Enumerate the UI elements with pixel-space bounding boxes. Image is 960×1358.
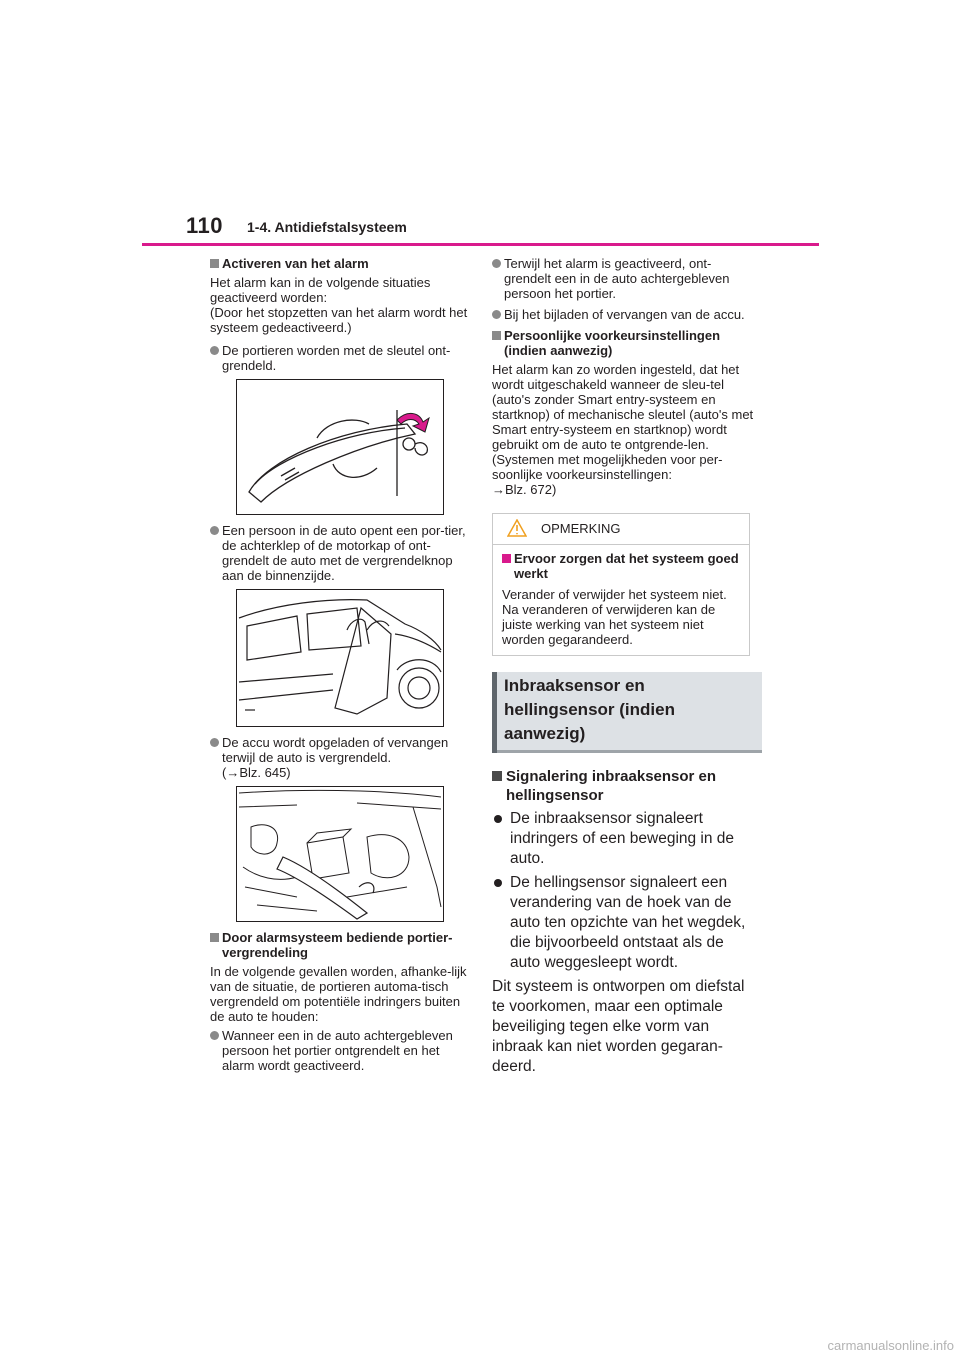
bullet-item: De inbraaksensor signaleert indringers of een beweging in de auto. <box>492 809 754 869</box>
square-bullet-icon <box>502 554 511 563</box>
figure-engine-bay-battery <box>236 786 444 922</box>
round-bullet-icon <box>210 1031 219 1040</box>
round-bullet-icon <box>494 879 502 887</box>
square-bullet-icon <box>210 259 219 268</box>
square-bullet-icon <box>492 331 501 340</box>
round-bullet-icon <box>492 310 501 319</box>
header-rule <box>142 243 819 246</box>
note-body <box>493 545 749 655</box>
note-subheading: Ervoor zorgen dat het systeem goed werkt <box>502 551 740 581</box>
closing-paragraph: Dit systeem is ontworpen om diefstal te voorkomen, maar een optimale beveiliging tegen elke vorm van inbraak kan niet worden gegaran-deerd. <box>492 978 745 1075</box>
bullet-item: Bij het bijladen of vervangen van de accu. <box>492 307 754 322</box>
right-column <box>492 256 754 1077</box>
paragraph: Het alarm kan zo worden ingesteld, dat het wordt uitgeschakeld wanneer de sleu-tel (auto's zonder Smart entry-systeem en startknop) of mechanische sleutel (auto's met Smart entry-systeem en startknop) wordt gebruikt om de auto te ontgrende-len. (Systemen met mogelijkheden voor per-soonlijke voorkeursinstellingen: →Blz. 672) <box>492 362 754 497</box>
note-text: Verander of verwijder het systeem niet. Na veranderen of verwijderen kan de juiste werking van het systeem niet worden gegarandeerd. <box>502 587 727 647</box>
subheading-voorkeursinstellingen: Persoonlijke voorkeursinstellingen (indien aanwezig) <box>492 328 754 358</box>
figure-door-handle-key <box>236 379 444 515</box>
bullet-item: De accu wordt opgeladen of vervangen terwijl de auto is vergrendeld. (→Blz. 645) <box>210 735 468 780</box>
watermark: carmanualsonline.info <box>827 1338 954 1353</box>
round-bullet-icon <box>492 259 501 268</box>
square-bullet-icon <box>210 933 219 942</box>
warning-triangle-icon <box>507 519 527 537</box>
bullet-item: Een persoon in de auto opent een por-tier, de achterklep of de motorkap of ont-grendelt de auto met de vergrendelknop aan de binnenzijde. <box>210 523 468 583</box>
round-bullet-icon <box>210 738 219 747</box>
chapter-title: 1-4. Antidiefstalsysteem <box>247 219 407 235</box>
left-column <box>210 256 468 1079</box>
square-bullet-icon <box>492 771 502 781</box>
note-header <box>493 514 749 545</box>
figure-open-door <box>236 589 444 727</box>
round-bullet-icon <box>210 526 219 535</box>
note-title: OPMERKING <box>541 521 621 536</box>
subheading-portiervergrendeling: Door alarmsysteem bediende portier-vergrendeling <box>210 930 468 960</box>
round-bullet-icon <box>210 346 219 355</box>
note-box <box>492 513 750 656</box>
page-number: 110 <box>186 213 223 238</box>
round-bullet-icon <box>494 815 502 823</box>
section-heading: Inbraaksensor en hellingsensor (indien aanwezig) <box>492 672 762 753</box>
bullet-item: Terwijl het alarm is geactiveerd, ont-grendelt een in de auto achtergebleven persoon het portier. <box>492 256 754 301</box>
bullet-item: De hellingsensor signaleert een verandering van de hoek van de auto ten opzichte van het wegdek, die bijvoorbeeld ontstaat als de auto weggesleept wordt. <box>492 873 754 973</box>
subheading-signalering: Signalering inbraaksensor en hellingsensor <box>492 767 754 805</box>
paragraph: In de volgende gevallen worden, afhanke-lijk van de situatie, de portieren automa-tisch vergrendeld om potentiële indringers buiten de auto te houden: <box>210 964 467 1024</box>
paragraph: Het alarm kan in de volgende situaties geactiveerd worden: (Door het stopzetten van het alarm wordt het systeem gedeactiveerd.) <box>210 275 468 335</box>
bullet-item: De portieren worden met de sleutel ont-grendeld. <box>210 343 468 373</box>
bullet-item: Wanneer een in de auto achtergebleven persoon het portier ontgrendelt en het alarm wordt geactiveerd. <box>210 1028 468 1073</box>
subheading-activeren: Activeren van het alarm <box>210 256 468 271</box>
